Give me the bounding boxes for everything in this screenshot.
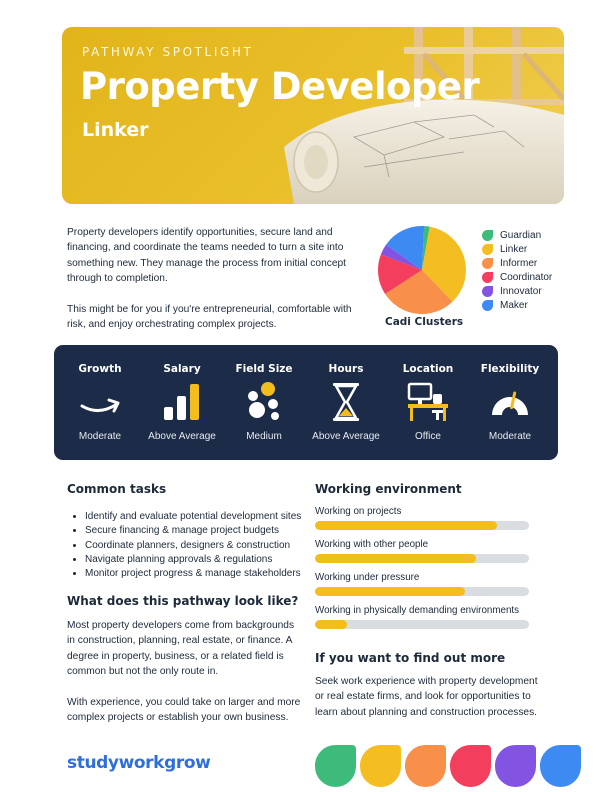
stat-hours xyxy=(304,345,388,460)
stat-title: Growth xyxy=(78,363,122,375)
stat-title: Salary xyxy=(163,363,201,375)
stat-value: Medium xyxy=(246,431,282,442)
stat-value: Above Average xyxy=(312,431,380,442)
legend-item-coordinator xyxy=(482,270,552,284)
pie-caption: Cadi Clusters xyxy=(385,316,464,328)
env-label: Working with other people xyxy=(315,539,429,550)
legend-item-innovator xyxy=(482,284,552,298)
legend-label: Informer xyxy=(500,257,538,269)
page-title: Property Developer xyxy=(80,65,480,108)
env-bar-fill xyxy=(315,521,497,530)
blob-linker xyxy=(360,745,401,787)
stat-growth xyxy=(58,345,142,460)
legend-label: Maker xyxy=(500,299,528,311)
stat-title: Field Size xyxy=(235,363,293,375)
office-desk-icon xyxy=(407,382,449,422)
stat-title: Hours xyxy=(328,363,364,375)
hero-banner xyxy=(62,27,564,204)
stat-value: Moderate xyxy=(488,431,532,442)
env-label: Working in physically demanding environments xyxy=(315,605,520,616)
bar-chart-icon xyxy=(161,382,203,422)
blob-guardian xyxy=(315,745,356,787)
env-item-pressure xyxy=(315,572,529,596)
legend-item-maker xyxy=(482,298,552,312)
section-heading: If you want to find out more xyxy=(315,651,506,665)
list-item: • Monitor project progress & manage stakeholders xyxy=(85,567,303,581)
legend-label: Linker xyxy=(500,243,528,255)
common-tasks-section xyxy=(67,482,303,581)
list-item: • Secure financing & manage project budgets xyxy=(85,524,303,538)
section-heading: What does this pathway look like? xyxy=(67,594,299,608)
stat-value: Office xyxy=(415,431,441,442)
gauge-icon xyxy=(489,382,531,422)
stat-value: Above Average xyxy=(148,431,216,442)
cluster-blobs xyxy=(315,745,583,790)
stat-title: Location xyxy=(402,363,454,375)
list-item: • Coordinate planners, designers & construction xyxy=(85,539,303,553)
intro-paragraph: Property developers identify opportunities, secure land and financing, and coordinate the teams needed to turn a site into something new. They manage the process from initial concept through to completion. xyxy=(67,227,346,285)
intro-paragraph: This might be for you if you're entrepreneurial, comfortable with risk, and enjoy orchestrating complex projects. xyxy=(67,303,352,331)
pathway-paragraph: Most property developers come from backgrounds in construction, planning, real estate, or finance. A degree in property, business, or a related field is common but not the only route in. xyxy=(67,620,295,678)
blob-informer xyxy=(405,745,446,787)
tasks-list xyxy=(67,510,303,581)
cluster-legend xyxy=(482,228,552,312)
legend-swatch xyxy=(482,272,493,283)
legend-item-guardian xyxy=(482,228,552,242)
env-bar-fill xyxy=(315,620,347,629)
env-item-physical xyxy=(315,605,529,629)
list-item: • Identify and evaluate potential development sites xyxy=(85,510,303,524)
env-bar-track xyxy=(315,521,529,530)
pathway-paragraph: With experience, you could take on larger and more complex projects or establish your own business. xyxy=(67,696,301,724)
stat-value: Moderate xyxy=(78,431,122,442)
blob-maker xyxy=(540,745,581,787)
blob-coordinator xyxy=(450,745,491,787)
hero-kicker: PATHWAY SPOTLIGHT xyxy=(82,45,254,59)
career-stats-panel xyxy=(54,345,558,460)
stat-title: Flexibility xyxy=(480,363,540,375)
legend-swatch xyxy=(482,244,493,255)
stat-location xyxy=(386,345,470,460)
section-heading: Common tasks xyxy=(67,482,167,496)
env-label: Working under pressure xyxy=(315,572,420,583)
legend-item-linker xyxy=(482,242,552,256)
env-bar-track xyxy=(315,620,529,629)
page-subtitle: Linker xyxy=(82,119,149,141)
intro-text xyxy=(67,225,357,332)
pie-svg xyxy=(376,224,468,316)
cluster-pie-chart xyxy=(376,224,468,316)
stat-salary xyxy=(140,345,224,460)
env-bar-fill xyxy=(315,554,476,563)
legend-swatch xyxy=(482,300,493,311)
legend-swatch xyxy=(482,286,493,297)
blob-innovator xyxy=(495,745,536,787)
list-item: • Navigate planning approvals & regulations xyxy=(85,553,303,567)
env-bar-fill xyxy=(315,587,465,596)
legend-swatch xyxy=(482,258,493,269)
growth-arrow-icon xyxy=(79,382,121,422)
env-item-projects xyxy=(315,506,529,530)
working-environment-section xyxy=(315,482,529,496)
brand-logo: studyworkgrow xyxy=(67,753,211,773)
hourglass-icon xyxy=(325,382,367,422)
find-out-more-text: Seek work experience with property development or real estate firms, and look for opportunities to learn about planning and construction processes. xyxy=(315,676,538,718)
env-label: Working on projects xyxy=(315,506,402,517)
env-item-people xyxy=(315,539,529,563)
legend-item-informer xyxy=(482,256,552,270)
legend-swatch xyxy=(482,230,493,241)
bubbles-icon xyxy=(243,382,285,422)
blueprint-photo xyxy=(264,27,564,204)
stat-flexibility xyxy=(468,345,552,460)
legend-label: Guardian xyxy=(500,229,542,241)
legend-label: Coordinator xyxy=(500,271,553,283)
pathway-section xyxy=(67,618,303,725)
section-heading: Working environment xyxy=(315,482,462,496)
env-bar-track xyxy=(315,554,529,563)
stat-field-size xyxy=(222,345,306,460)
legend-label: Innovator xyxy=(500,285,542,297)
env-bar-track xyxy=(315,587,529,596)
